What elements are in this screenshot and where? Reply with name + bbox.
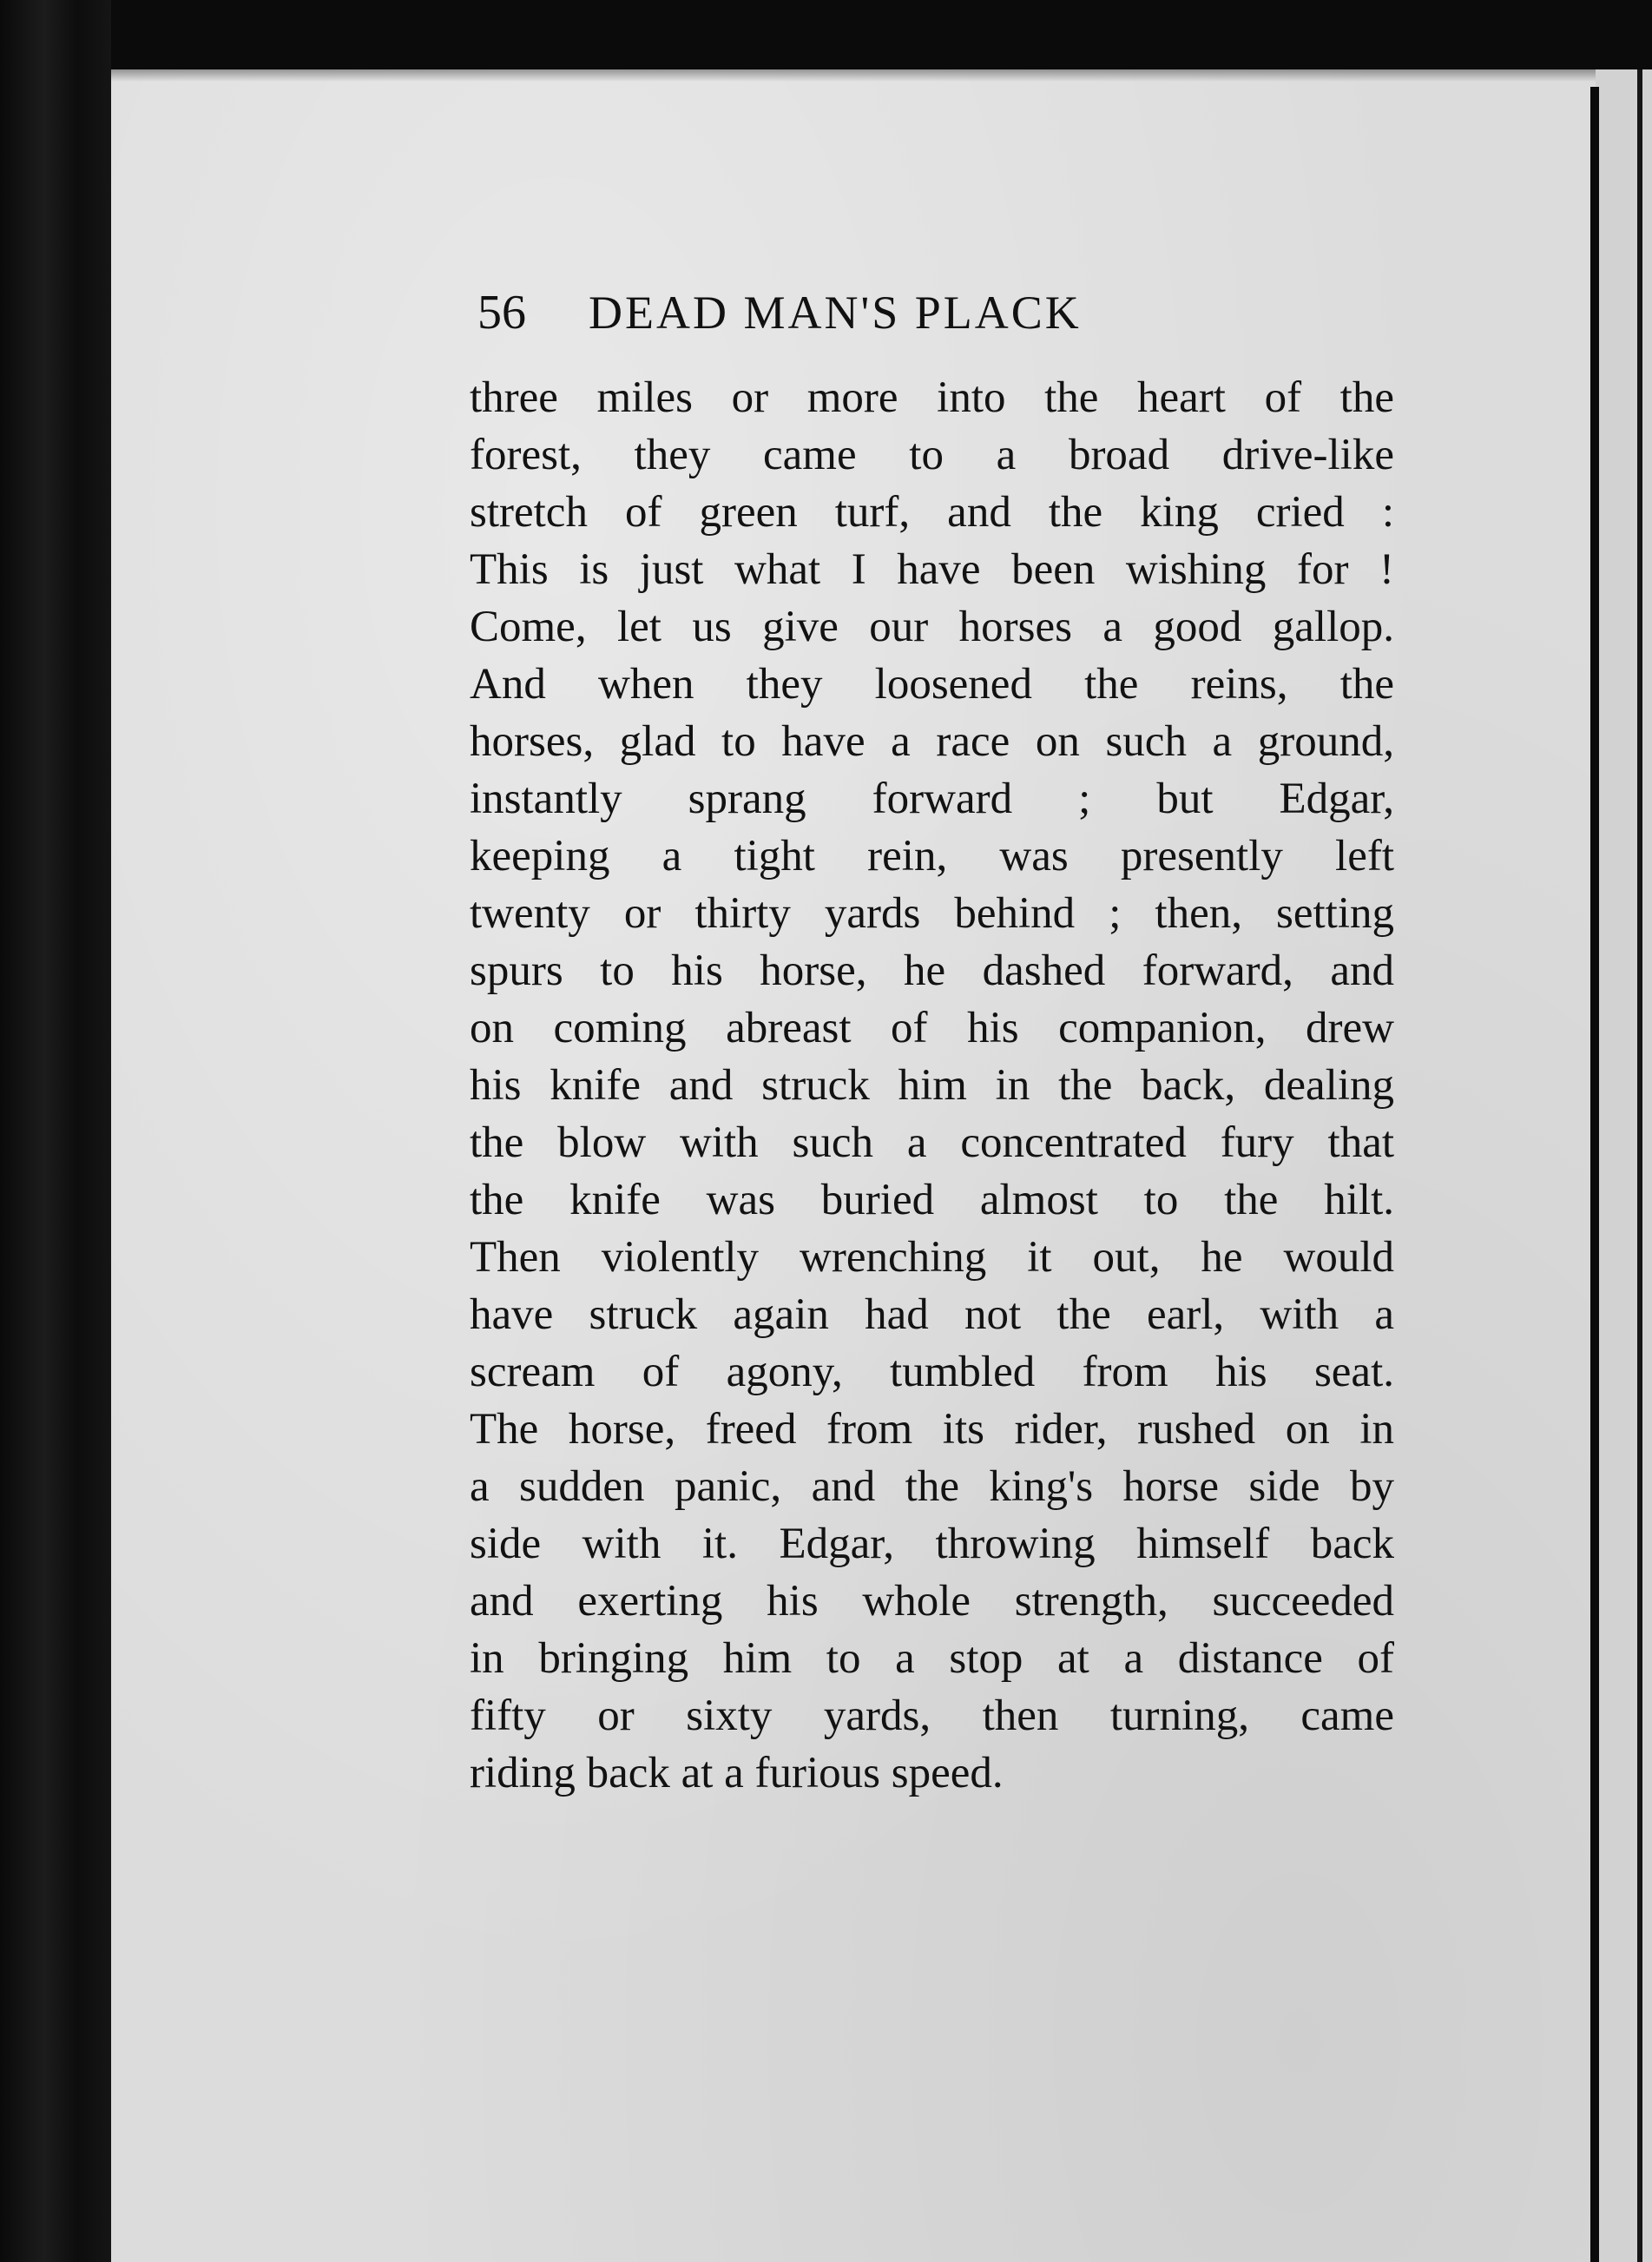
page-top-shadow — [111, 69, 1596, 82]
text-line: have struck again had not the earl, with a — [470, 1290, 1394, 1339]
text-line: keeping a tight rein, was presently left — [470, 832, 1394, 880]
text-line: This is just what I have been wishing for ! — [470, 545, 1394, 594]
text-line: instantly sprang forward ; but Edgar, — [470, 775, 1394, 823]
text-line: in bringing him to a stop at a distance of — [470, 1634, 1394, 1683]
scan-left-edge — [0, 0, 111, 2262]
text-line: spurs to his horse, he dashed forward, and — [470, 946, 1394, 995]
text-line: Come, let us give our horses a good gallop. — [470, 603, 1394, 651]
text-line: scream of agony, tumbled from his seat. — [470, 1348, 1394, 1396]
text-line: forest, they came to a broad drive-like — [470, 431, 1394, 479]
text-line: a sudden panic, and the king's horse side by — [470, 1462, 1394, 1511]
text-line: twenty or thirty yards behind ; then, setting — [470, 889, 1394, 938]
adjacent-page-edge — [1596, 69, 1652, 2262]
text-line: And when they loosened the reins, the — [470, 660, 1394, 709]
text-line: fifty or sixty yards, then turning, came — [470, 1692, 1394, 1740]
page-header — [477, 278, 1398, 347]
text-line: on coming abreast of his companion, drew — [470, 1004, 1394, 1052]
page-number: 56 — [477, 286, 526, 340]
text-line: riding back at a furious speed. — [470, 1749, 1004, 1797]
text-line: The horse, freed from its rider, rushed on in — [470, 1405, 1394, 1454]
text-line: stretch of green turf, and the king cried : — [470, 488, 1394, 537]
text-line: the blow with such a concentrated fury that — [470, 1118, 1394, 1167]
text-line: Then violently wrenching it out, he would — [470, 1233, 1394, 1282]
text-line: his knife and struck him in the back, dealing — [470, 1061, 1394, 1110]
text-line: side with it. Edgar, throwing himself back — [470, 1520, 1394, 1568]
text-line: and exerting his whole strength, succeeded — [470, 1577, 1394, 1626]
text-line: the knife was buried almost to the hilt. — [470, 1176, 1394, 1224]
page-edge-line — [1637, 69, 1642, 2262]
running-head: DEAD MAN'S PLACK — [589, 287, 1082, 339]
text-line: horses, glad to have a race on such a ground, — [470, 717, 1394, 766]
page-gutter-line — [1590, 87, 1599, 2262]
text-line: three miles or more into the heart of the — [470, 373, 1394, 422]
body-text — [470, 369, 1394, 1802]
